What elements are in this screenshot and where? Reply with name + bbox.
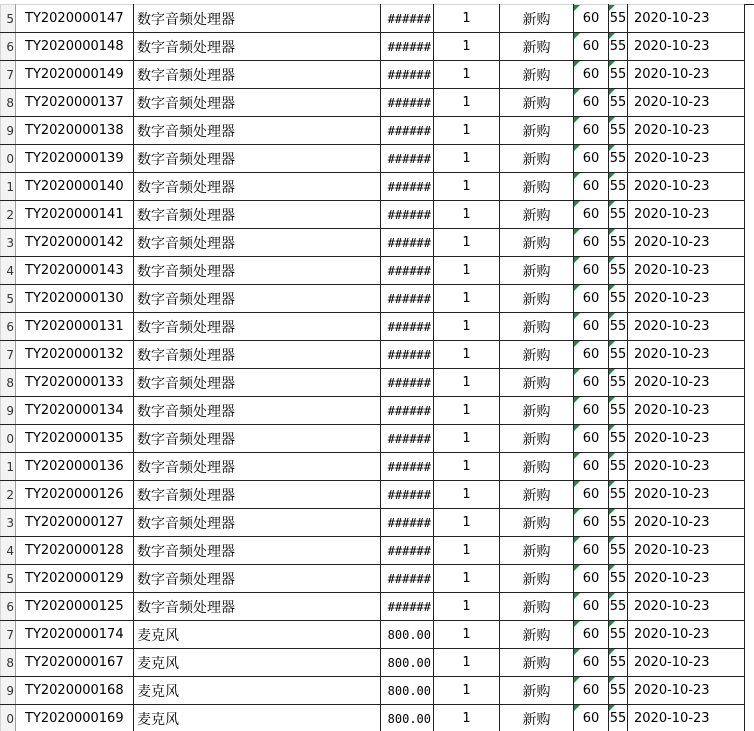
row-header[interactable]: 9: [1, 397, 16, 425]
cell-acquisition-type[interactable]: 新购: [500, 453, 574, 481]
cell-quantity[interactable]: 1: [434, 649, 500, 677]
data-table: [0, 4, 745, 731]
cell-date[interactable]: 2020-10-23: [628, 369, 745, 397]
row-header[interactable]: 2: [1, 201, 16, 229]
cell-value-a[interactable]: 60: [574, 453, 609, 481]
cell-value-a[interactable]: 60: [574, 565, 609, 593]
cell-quantity[interactable]: 1: [434, 285, 500, 313]
row-header[interactable]: 8: [1, 89, 16, 117]
cell-quantity[interactable]: 1: [434, 621, 500, 649]
cell-value-a[interactable]: 60: [574, 509, 609, 537]
cell-date[interactable]: 2020-10-23: [628, 145, 745, 173]
cell-value-a[interactable]: 60: [574, 33, 609, 61]
cell-asset-code[interactable]: TY2020000174: [16, 621, 134, 649]
cell-asset-code[interactable]: TY2020000139: [16, 145, 134, 173]
cell-quantity[interactable]: 1: [434, 677, 500, 705]
cell-price[interactable]: ######: [381, 369, 434, 397]
cell-quantity[interactable]: 1: [434, 145, 500, 173]
cell-price[interactable]: ######: [381, 313, 434, 341]
cell-quantity[interactable]: 1: [434, 397, 500, 425]
cell-value-a[interactable]: 60: [574, 341, 609, 369]
cell-item-name[interactable]: 数字音频处理器: [134, 89, 381, 117]
cell-value-b[interactable]: 55: [609, 117, 628, 145]
row-header[interactable]: 1: [1, 453, 16, 481]
cell-value-a[interactable]: 60: [574, 621, 609, 649]
cell-item-name[interactable]: 麦克风: [134, 649, 381, 677]
cell-value-b[interactable]: 55: [609, 509, 628, 537]
row-header[interactable]: 3: [1, 509, 16, 537]
cell-asset-code[interactable]: TY2020000140: [16, 173, 134, 201]
row-header[interactable]: 5: [1, 565, 16, 593]
cell-acquisition-type[interactable]: 新购: [500, 89, 574, 117]
cell-price[interactable]: ######: [381, 173, 434, 201]
cell-price[interactable]: ######: [381, 453, 434, 481]
cell-value-a[interactable]: 60: [574, 229, 609, 257]
table-row: [1, 509, 745, 537]
cell-item-name[interactable]: 数字音频处理器: [134, 201, 381, 229]
row-header[interactable]: 1: [1, 173, 16, 201]
cell-quantity[interactable]: 1: [434, 565, 500, 593]
row-header[interactable]: 2: [1, 481, 16, 509]
cell-value-a[interactable]: 60: [574, 481, 609, 509]
cell-value-a[interactable]: 60: [574, 145, 609, 173]
cell-item-name[interactable]: 麦克风: [134, 705, 381, 731]
row-header[interactable]: 0: [1, 425, 16, 453]
table-row: [1, 621, 745, 649]
table-row: [1, 117, 745, 145]
cell-value-b[interactable]: 55: [609, 425, 628, 453]
cell-price[interactable]: ######: [381, 481, 434, 509]
cell-value-b[interactable]: 55: [609, 5, 628, 33]
cell-acquisition-type[interactable]: 新购: [500, 509, 574, 537]
table-row: [1, 145, 745, 173]
cell-acquisition-type[interactable]: 新购: [500, 705, 574, 731]
cell-acquisition-type[interactable]: 新购: [500, 565, 574, 593]
cell-acquisition-type[interactable]: 新购: [500, 5, 574, 33]
row-header[interactable]: 0: [1, 705, 16, 731]
cell-item-name[interactable]: 数字音频处理器: [134, 117, 381, 145]
cell-date[interactable]: 2020-10-23: [628, 593, 745, 621]
row-header[interactable]: 3: [1, 229, 16, 257]
cell-price[interactable]: ######: [381, 537, 434, 565]
cell-date[interactable]: 2020-10-23: [628, 89, 745, 117]
cell-price[interactable]: ######: [381, 61, 434, 89]
cell-item-name[interactable]: 数字音频处理器: [134, 341, 381, 369]
cell-asset-code[interactable]: TY2020000136: [16, 453, 134, 481]
row-header[interactable]: 9: [1, 117, 16, 145]
cell-value-a[interactable]: 60: [574, 201, 609, 229]
cell-asset-code[interactable]: TY2020000134: [16, 397, 134, 425]
cell-acquisition-type[interactable]: 新购: [500, 481, 574, 509]
table-row: [1, 229, 745, 257]
table-row: [1, 537, 745, 565]
cell-date[interactable]: 2020-10-23: [628, 201, 745, 229]
cell-value-b[interactable]: 55: [609, 565, 628, 593]
cell-value-b[interactable]: 55: [609, 201, 628, 229]
cell-asset-code[interactable]: TY2020000128: [16, 537, 134, 565]
table-row: [1, 649, 745, 677]
cell-value-a[interactable]: 60: [574, 705, 609, 731]
cell-acquisition-type[interactable]: 新购: [500, 229, 574, 257]
cell-acquisition-type[interactable]: 新购: [500, 257, 574, 285]
cell-asset-code[interactable]: TY2020000131: [16, 313, 134, 341]
cell-asset-code[interactable]: TY2020000130: [16, 285, 134, 313]
cell-acquisition-type[interactable]: 新购: [500, 649, 574, 677]
cell-item-name[interactable]: 数字音频处理器: [134, 593, 381, 621]
cell-price[interactable]: ######: [381, 89, 434, 117]
table-row: [1, 33, 745, 61]
cell-date[interactable]: 2020-10-23: [628, 453, 745, 481]
cell-value-b[interactable]: 55: [609, 145, 628, 173]
row-header[interactable]: 6: [1, 33, 16, 61]
cell-value-a[interactable]: 60: [574, 369, 609, 397]
cell-value-a[interactable]: 60: [574, 397, 609, 425]
cell-value-b[interactable]: 55: [609, 341, 628, 369]
cell-asset-code[interactable]: TY2020000125: [16, 593, 134, 621]
cell-quantity[interactable]: 1: [434, 537, 500, 565]
table-row: [1, 5, 745, 33]
cell-value-b[interactable]: 55: [609, 173, 628, 201]
table-row: [1, 201, 745, 229]
cell-value-b[interactable]: 55: [609, 369, 628, 397]
cell-asset-code[interactable]: TY2020000142: [16, 229, 134, 257]
cell-asset-code[interactable]: TY2020000126: [16, 481, 134, 509]
cell-value-a[interactable]: 60: [574, 89, 609, 117]
cell-item-name[interactable]: 数字音频处理器: [134, 173, 381, 201]
row-header[interactable]: 4: [1, 537, 16, 565]
cell-asset-code[interactable]: TY2020000147: [16, 5, 134, 33]
cell-value-a[interactable]: 60: [574, 117, 609, 145]
cell-quantity[interactable]: 1: [434, 341, 500, 369]
cell-date[interactable]: 2020-10-23: [628, 481, 745, 509]
row-header[interactable]: 6: [1, 313, 16, 341]
cell-date[interactable]: 2020-10-23: [628, 257, 745, 285]
table-row: [1, 61, 745, 89]
row-header[interactable]: 7: [1, 61, 16, 89]
cell-item-name[interactable]: 数字音频处理器: [134, 397, 381, 425]
cell-acquisition-type[interactable]: 新购: [500, 341, 574, 369]
cell-price[interactable]: ######: [381, 229, 434, 257]
cell-acquisition-type[interactable]: 新购: [500, 621, 574, 649]
cell-acquisition-type[interactable]: 新购: [500, 677, 574, 705]
cell-asset-code[interactable]: TY2020000133: [16, 369, 134, 397]
cell-acquisition-type[interactable]: 新购: [500, 369, 574, 397]
cell-asset-code[interactable]: TY2020000148: [16, 33, 134, 61]
cell-quantity[interactable]: 1: [434, 481, 500, 509]
table-row: [1, 313, 745, 341]
cell-item-name[interactable]: 数字音频处理器: [134, 481, 381, 509]
cell-value-b[interactable]: 55: [609, 705, 628, 731]
row-header[interactable]: 5: [1, 5, 16, 33]
cell-date[interactable]: 2020-10-23: [628, 565, 745, 593]
cell-value-a[interactable]: 60: [574, 257, 609, 285]
cell-acquisition-type[interactable]: 新购: [500, 537, 574, 565]
cell-value-b[interactable]: 55: [609, 257, 628, 285]
cell-item-name[interactable]: 数字音频处理器: [134, 5, 381, 33]
cell-asset-code[interactable]: TY2020000138: [16, 117, 134, 145]
cell-price[interactable]: ######: [381, 593, 434, 621]
cell-price[interactable]: ######: [381, 5, 434, 33]
cell-item-name[interactable]: 数字音频处理器: [134, 369, 381, 397]
cell-date[interactable]: 2020-10-23: [628, 117, 745, 145]
cell-item-name[interactable]: 数字音频处理器: [134, 61, 381, 89]
cell-acquisition-type[interactable]: 新购: [500, 285, 574, 313]
table-row: [1, 565, 745, 593]
cell-price[interactable]: ######: [381, 509, 434, 537]
cell-asset-code[interactable]: TY2020000168: [16, 677, 134, 705]
table-row: [1, 677, 745, 705]
cell-item-name[interactable]: 数字音频处理器: [134, 425, 381, 453]
cell-date[interactable]: 2020-10-23: [628, 341, 745, 369]
table-row: [1, 89, 745, 117]
cell-date[interactable]: 2020-10-23: [628, 285, 745, 313]
cell-item-name[interactable]: 数字音频处理器: [134, 509, 381, 537]
cell-item-name[interactable]: 数字音频处理器: [134, 565, 381, 593]
cell-acquisition-type[interactable]: 新购: [500, 397, 574, 425]
cell-value-a[interactable]: 60: [574, 313, 609, 341]
cell-acquisition-type[interactable]: 新购: [500, 145, 574, 173]
cell-price[interactable]: ######: [381, 117, 434, 145]
cell-quantity[interactable]: 1: [434, 229, 500, 257]
cell-date[interactable]: 2020-10-23: [628, 5, 745, 33]
cell-value-b[interactable]: 55: [609, 89, 628, 117]
cell-asset-code[interactable]: TY2020000129: [16, 565, 134, 593]
cell-quantity[interactable]: 1: [434, 89, 500, 117]
cell-quantity[interactable]: 1: [434, 201, 500, 229]
table-row: [1, 257, 745, 285]
cell-item-name[interactable]: 数字音频处理器: [134, 33, 381, 61]
cell-price[interactable]: ######: [381, 145, 434, 173]
cell-date[interactable]: 2020-10-23: [628, 677, 745, 705]
cell-item-name[interactable]: 麦克风: [134, 621, 381, 649]
cell-acquisition-type[interactable]: 新购: [500, 313, 574, 341]
cell-value-a[interactable]: 60: [574, 173, 609, 201]
cell-value-b[interactable]: 55: [609, 285, 628, 313]
cell-acquisition-type[interactable]: 新购: [500, 593, 574, 621]
table-body: [1, 5, 745, 731]
cell-value-b[interactable]: 55: [609, 649, 628, 677]
cell-acquisition-type[interactable]: 新购: [500, 201, 574, 229]
cell-quantity[interactable]: 1: [434, 117, 500, 145]
cell-value-b[interactable]: 55: [609, 537, 628, 565]
cell-value-b[interactable]: 55: [609, 621, 628, 649]
row-header[interactable]: 4: [1, 257, 16, 285]
cell-date[interactable]: 2020-10-23: [628, 61, 745, 89]
cell-asset-code[interactable]: TY2020000127: [16, 509, 134, 537]
cell-value-a[interactable]: 60: [574, 677, 609, 705]
cell-item-name[interactable]: 数字音频处理器: [134, 285, 381, 313]
cell-value-b[interactable]: 55: [609, 453, 628, 481]
cell-quantity[interactable]: 1: [434, 313, 500, 341]
cell-value-b[interactable]: 55: [609, 397, 628, 425]
cell-quantity[interactable]: 1: [434, 173, 500, 201]
cell-asset-code[interactable]: TY2020000141: [16, 201, 134, 229]
cell-price[interactable]: ######: [381, 341, 434, 369]
cell-asset-code[interactable]: TY2020000132: [16, 341, 134, 369]
table-row: [1, 369, 745, 397]
cell-quantity[interactable]: 1: [434, 425, 500, 453]
cell-item-name[interactable]: 数字音频处理器: [134, 257, 381, 285]
cell-value-b[interactable]: 55: [609, 61, 628, 89]
cell-price[interactable]: ######: [381, 397, 434, 425]
cell-value-b[interactable]: 55: [609, 229, 628, 257]
cell-value-b[interactable]: 55: [609, 677, 628, 705]
cell-price[interactable]: ######: [381, 257, 434, 285]
cell-quantity[interactable]: 1: [434, 453, 500, 481]
cell-value-a[interactable]: 60: [574, 61, 609, 89]
table-row: [1, 341, 745, 369]
cell-date[interactable]: 2020-10-23: [628, 705, 745, 731]
cell-acquisition-type[interactable]: 新购: [500, 425, 574, 453]
cell-quantity[interactable]: 1: [434, 705, 500, 731]
cell-date[interactable]: 2020-10-23: [628, 173, 745, 201]
cell-price[interactable]: 800.00: [381, 649, 434, 677]
cell-price[interactable]: ######: [381, 565, 434, 593]
row-header[interactable]: 9: [1, 677, 16, 705]
cell-quantity[interactable]: 1: [434, 257, 500, 285]
cell-date[interactable]: 2020-10-23: [628, 229, 745, 257]
cell-date[interactable]: 2020-10-23: [628, 397, 745, 425]
cell-price[interactable]: ######: [381, 201, 434, 229]
cell-price[interactable]: 800.00: [381, 705, 434, 731]
cell-asset-code[interactable]: TY2020000167: [16, 649, 134, 677]
cell-price[interactable]: ######: [381, 425, 434, 453]
cell-item-name[interactable]: 数字音频处理器: [134, 453, 381, 481]
cell-price[interactable]: ######: [381, 285, 434, 313]
cell-item-name[interactable]: 数字音频处理器: [134, 229, 381, 257]
cell-item-name[interactable]: 数字音频处理器: [134, 537, 381, 565]
cell-acquisition-type[interactable]: 新购: [500, 61, 574, 89]
cell-price[interactable]: 800.00: [381, 677, 434, 705]
cell-asset-code[interactable]: TY2020000143: [16, 257, 134, 285]
cell-value-b[interactable]: 55: [609, 593, 628, 621]
row-header[interactable]: 6: [1, 593, 16, 621]
cell-value-b[interactable]: 55: [609, 313, 628, 341]
cell-price[interactable]: 800.00: [381, 621, 434, 649]
row-header[interactable]: 7: [1, 621, 16, 649]
table-row: [1, 705, 745, 731]
table-row: [1, 173, 745, 201]
table-row: [1, 397, 745, 425]
cell-asset-code[interactable]: TY2020000135: [16, 425, 134, 453]
cell-value-a[interactable]: 60: [574, 537, 609, 565]
cell-item-name[interactable]: 数字音频处理器: [134, 313, 381, 341]
cell-acquisition-type[interactable]: 新购: [500, 173, 574, 201]
cell-quantity[interactable]: 1: [434, 509, 500, 537]
cell-asset-code[interactable]: TY2020000137: [16, 89, 134, 117]
cell-quantity[interactable]: 1: [434, 369, 500, 397]
cell-acquisition-type[interactable]: 新购: [500, 33, 574, 61]
table-row: [1, 285, 745, 313]
cell-date[interactable]: 2020-10-23: [628, 621, 745, 649]
table-row: [1, 481, 745, 509]
row-header[interactable]: 8: [1, 649, 16, 677]
cell-acquisition-type[interactable]: 新购: [500, 117, 574, 145]
table-row: [1, 453, 745, 481]
cell-asset-code[interactable]: TY2020000149: [16, 61, 134, 89]
cell-value-a[interactable]: 60: [574, 5, 609, 33]
cell-date[interactable]: 2020-10-23: [628, 537, 745, 565]
row-header[interactable]: 0: [1, 145, 16, 173]
row-header[interactable]: 8: [1, 369, 16, 397]
table-row: [1, 425, 745, 453]
cell-quantity[interactable]: 1: [434, 593, 500, 621]
cell-value-a[interactable]: 60: [574, 649, 609, 677]
cell-value-a[interactable]: 60: [574, 285, 609, 313]
cell-value-a[interactable]: 60: [574, 425, 609, 453]
cell-item-name[interactable]: 数字音频处理器: [134, 145, 381, 173]
cell-value-a[interactable]: 60: [574, 593, 609, 621]
cell-date[interactable]: 2020-10-23: [628, 33, 745, 61]
cell-quantity[interactable]: 1: [434, 61, 500, 89]
cell-item-name[interactable]: 麦克风: [134, 677, 381, 705]
cell-date[interactable]: 2020-10-23: [628, 313, 745, 341]
cell-value-b[interactable]: 55: [609, 33, 628, 61]
cell-date[interactable]: 2020-10-23: [628, 649, 745, 677]
cell-quantity[interactable]: 1: [434, 5, 500, 33]
row-header[interactable]: 5: [1, 285, 16, 313]
cell-asset-code[interactable]: TY2020000169: [16, 705, 134, 731]
cell-value-b[interactable]: 55: [609, 481, 628, 509]
cell-date[interactable]: 2020-10-23: [628, 509, 745, 537]
cell-price[interactable]: ######: [381, 33, 434, 61]
cell-date[interactable]: 2020-10-23: [628, 425, 745, 453]
row-header[interactable]: 7: [1, 341, 16, 369]
cell-quantity[interactable]: 1: [434, 33, 500, 61]
table-row: [1, 593, 745, 621]
